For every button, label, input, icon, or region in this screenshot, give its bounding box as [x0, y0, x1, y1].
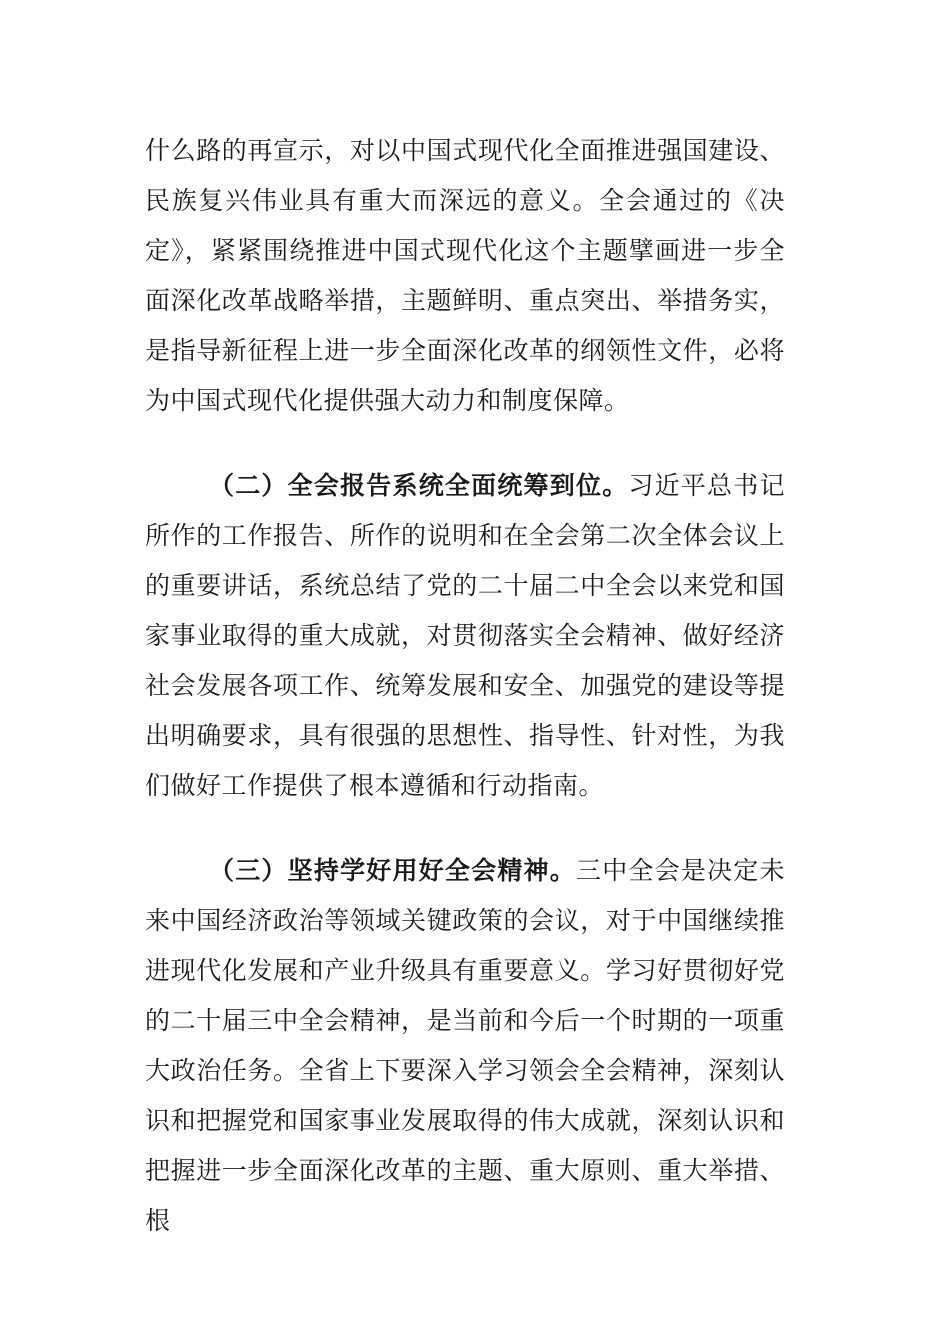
paragraph-1: [145, 126, 785, 426]
paragraph-1-text: 什么路的再宣示，对以中国式现代化全面推进强国建设、民族复兴伟业具有重大而深远的意义。全会通过的《决定》，紧紧围绕推进中国式现代化这个主题擘画进一步全面深化改革战略举措，主题鲜明、重点突出、举措务实，是指导新征程上进一步全面深化改革的纲领性文件，必将为中国式现代化提供强大动力和制度保障。: [145, 136, 785, 415]
paragraph-3: [145, 846, 785, 1246]
paragraph-3-heading: （三）坚持学好用好全会精神。: [209, 856, 576, 885]
paragraph-3-body: 三中全会是决定未来中国经济政治等领域关键政策的会议，对于中国继续推进现代化发展和产业升级具有重要意义。学习好贯彻好党的二十届三中全会精神，是当前和今后一个时期的一项重大政治任务。全省上下要深入学习领会全会精神，深刻认识和把握党和国家事业发展取得的伟大成就，深刻认识和把握进一步全面深化改革的主题、重大原则、重大举措、根: [145, 856, 785, 1235]
paragraph-2: [145, 461, 785, 811]
paragraph-2-body: 习近平总书记所作的工作报告、所作的说明和在全会第二次全体会议上的重要讲话，系统总结了党的二十届二中全会以来党和国家事业取得的重大成就，对贯彻落实全会精神、做好经济社会发展各项工作、统筹发展和安全、加强党的建设等提出明确要求，具有很强的思想性、指导性、针对性，为我们做好工作提供了根本遵循和行动指南。: [145, 471, 785, 800]
document-page: [145, 126, 785, 1246]
paragraph-2-heading: （二）全会报告系统全面统筹到位。: [209, 471, 629, 500]
